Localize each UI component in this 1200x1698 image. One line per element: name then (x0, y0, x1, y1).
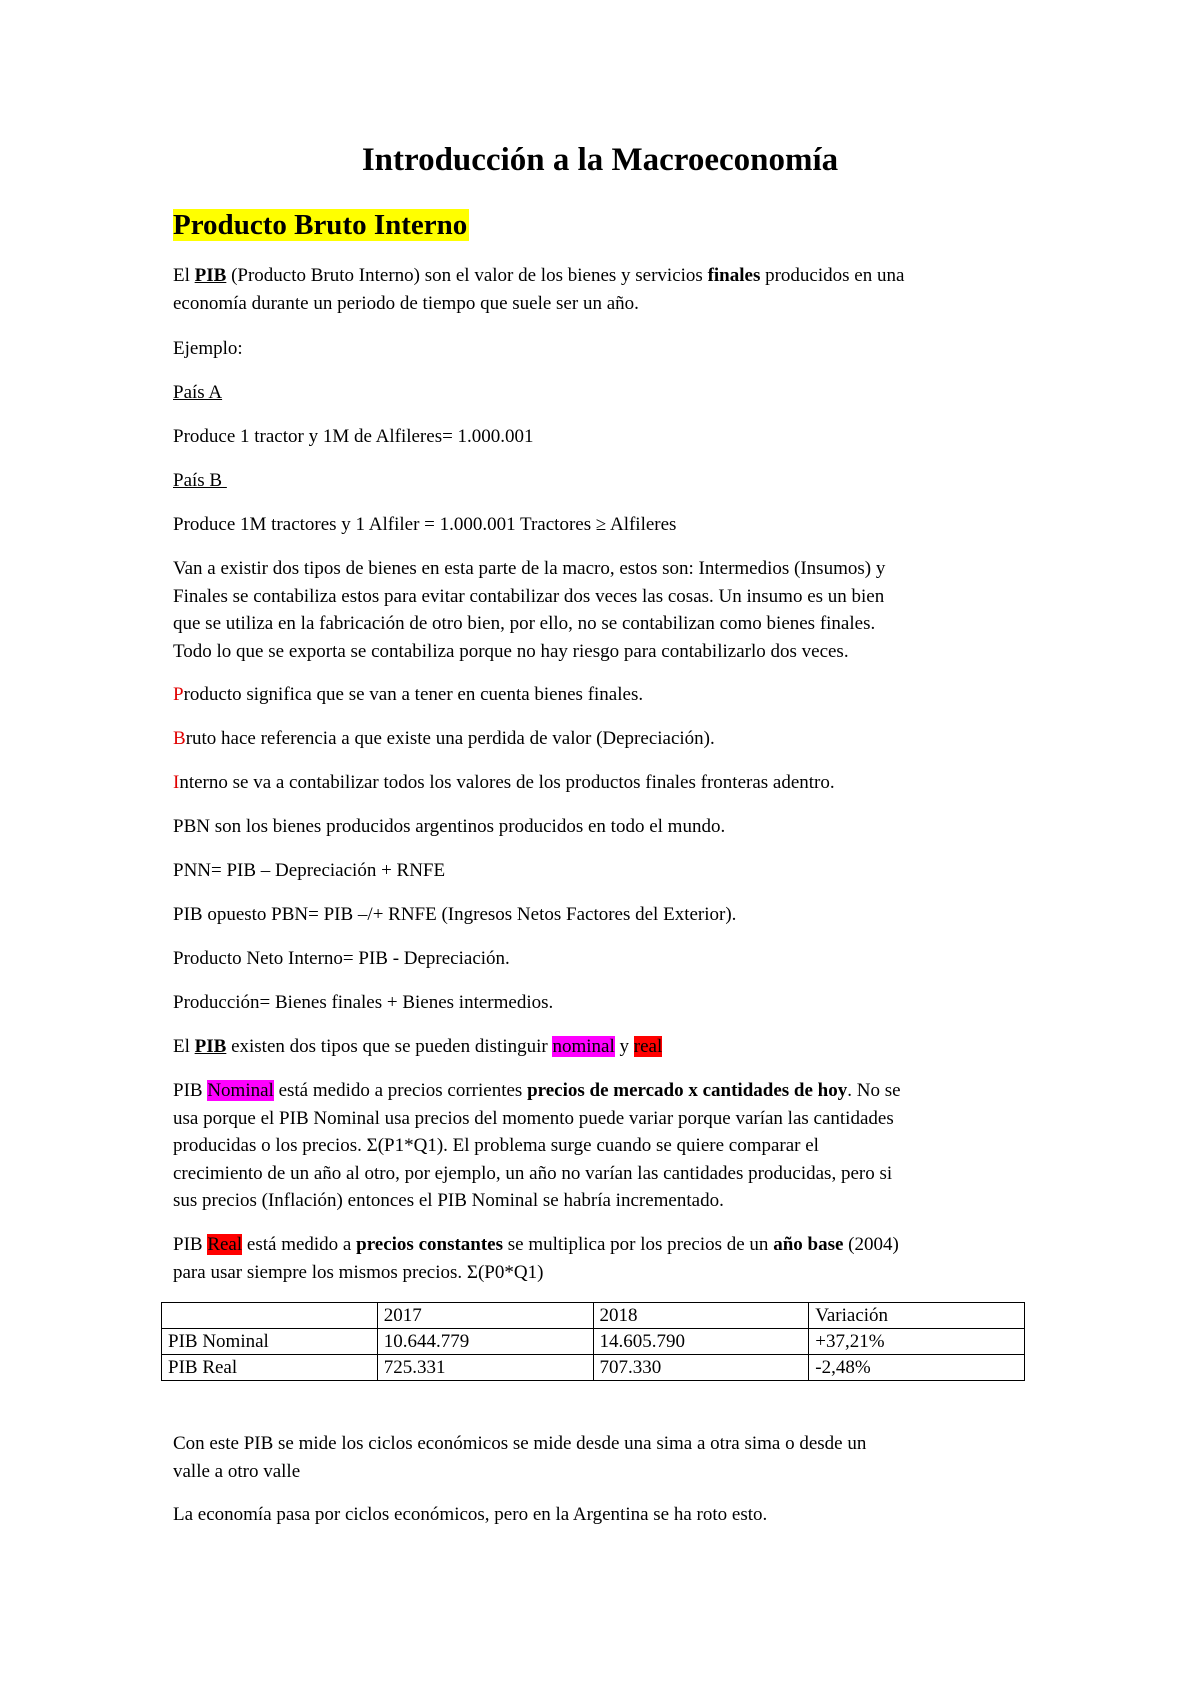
pib-table (161, 1302, 1025, 1381)
text-run: ruto hace referencia a que existe una perdida de valor (Depreciación). (185, 728, 715, 749)
text-line: que se utiliza en la fabricación de otro bien, por ello, no se contabilizan como bienes finales. (173, 613, 876, 634)
bruto-line (173, 725, 1033, 753)
argentina-line: La economía pasa por ciclos económicos, pero en la Argentina se ha roto esto. (173, 1504, 768, 1525)
table-cell: PIB Nominal (162, 1329, 378, 1355)
text-line: sus precios (Inflación) entonces el PIB Nominal se habría incrementado. (173, 1190, 724, 1211)
text-line: usa porque el PIB Nominal usa precios del momento puede variar porque varían las cantidades (173, 1107, 894, 1129)
table-cell: Variación (809, 1303, 1025, 1329)
text-run: . No se (847, 1080, 901, 1101)
tipos-line (173, 1033, 1033, 1061)
table-row (162, 1329, 1025, 1355)
table-row (162, 1355, 1025, 1381)
document-title: Introducción a la Macroeconomía (361, 142, 839, 178)
pib-term: PIB (194, 1036, 227, 1057)
text-line: para usar siempre los mismos precios. Σ(P0*Q1) (173, 1261, 544, 1283)
text-run: se multiplica por los precios de un (503, 1234, 774, 1255)
text-run: PIB (173, 1234, 208, 1255)
text-run: (Producto Bruto Interno) son el valor de los bienes y servicios (226, 265, 708, 286)
text-run: y (614, 1036, 634, 1057)
interno-line (173, 769, 1033, 797)
pni-formula: Producto Neto Interno= PIB - Depreciación. (173, 948, 510, 969)
initial-letter: B (173, 728, 186, 749)
text-line: producidas o los precios. Σ(P1*Q1). El problema surge cuando se quiere comparar el (173, 1135, 819, 1156)
pib-opuesto-formula: PIB opuesto PBN= PIB –/+ RNFE (Ingresos Netos Factores del Exterior). (173, 904, 737, 925)
bold-phrase: año base (773, 1234, 844, 1255)
pnn-formula: PNN= PIB – Depreciación + RNFE (173, 860, 446, 881)
text-run: El (173, 265, 195, 286)
table-cell: 14.605.790 (593, 1329, 809, 1355)
table-cell: PIB Real (162, 1355, 378, 1381)
pais-b-heading: País B (173, 470, 227, 491)
text-line: valle a otro valle (173, 1460, 301, 1482)
text-line: Van a existir dos tipos de bienes en esta parte de la macro, estos son: Intermedios (Insumos) y (173, 558, 886, 579)
nominal-highlight: Nominal (207, 1080, 274, 1101)
real-highlight: Real (207, 1234, 243, 1255)
bienes-paragraph (173, 555, 1033, 665)
table-cell: 2018 (593, 1303, 809, 1329)
text-run: roducto significa que se van a tener en cuenta bienes finales. (183, 684, 644, 705)
text-run: (2004) (843, 1234, 899, 1255)
bold-phrase: precios de mercado x cantidades de hoy (527, 1080, 848, 1101)
text-line: crecimiento de un año al otro, por ejemplo, un año no varían las cantidades producidas, pero si (173, 1162, 893, 1184)
produce-a-line: Produce 1 tractor y 1M de Alfileres= 1.000.001 (173, 426, 534, 447)
table-cell: +37,21% (809, 1329, 1025, 1355)
text-run: existen dos tipos que se pueden distinguir (226, 1036, 553, 1057)
pbn-line: PBN son los bienes producidos argentinos producidos en todo el mundo. (173, 816, 726, 837)
initial-letter: P (173, 684, 184, 705)
table-cell: 707.330 (593, 1355, 809, 1381)
table-cell: 10.644.779 (377, 1329, 593, 1355)
nominal-paragraph (173, 1077, 1033, 1215)
real-paragraph (173, 1231, 1033, 1286)
text-run: El (173, 1036, 195, 1057)
bold-phrase: precios constantes (356, 1234, 504, 1255)
producto-line (173, 681, 1033, 709)
initial-letter: I (173, 772, 180, 793)
text-run: PIB (173, 1080, 208, 1101)
pais-a-heading: País A (173, 382, 223, 403)
section-heading-highlight: Producto Bruto Interno (173, 209, 468, 241)
table-cell: 725.331 (377, 1355, 593, 1381)
table-cell: 2017 (377, 1303, 593, 1329)
table-cell (162, 1303, 378, 1329)
text-run: está medido a precios corrientes (273, 1080, 528, 1101)
real-highlight: real (633, 1036, 663, 1057)
table-cell: -2,48% (809, 1355, 1025, 1381)
finales-term: finales (707, 265, 761, 286)
text-run: producidos en una (760, 265, 905, 286)
produccion-formula: Producción= Bienes finales + Bienes intermedios. (173, 992, 554, 1013)
text-run: está medido a (242, 1234, 357, 1255)
ejemplo-label: Ejemplo: (173, 338, 243, 359)
text-line: Todo lo que se exporta se contabiliza porque no hay riesgo para contabilizarlo dos veces. (173, 640, 849, 662)
section-heading (173, 208, 469, 242)
text-run: nterno se va a contabilizar todos los valores de los productos finales fronteras adentro. (179, 772, 835, 793)
text-run: economía durante un periodo de tiempo que suele ser un año. (173, 292, 639, 314)
text-line: Finales se contabiliza estos para evitar contabilizar dos veces las cosas. Un insumo es un bien (173, 585, 885, 607)
definition-paragraph (173, 262, 1033, 317)
table-header-row (162, 1303, 1025, 1329)
ciclos-paragraph (173, 1430, 1033, 1485)
text-line: Con este PIB se mide los ciclos económicos se mide desde una sima a otra sima o desde un (173, 1433, 867, 1454)
produce-b-line: Produce 1M tractores y 1 Alfiler = 1.000.001 Tractores ≥ Alfileres (173, 514, 677, 535)
nominal-highlight: nominal (552, 1036, 615, 1057)
pib-term: PIB (194, 265, 227, 286)
